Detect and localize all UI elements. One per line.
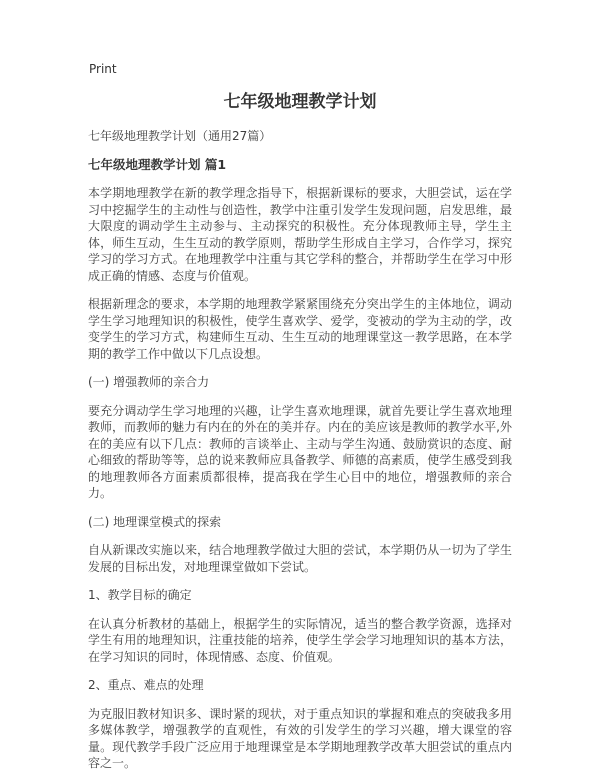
paragraph-intro-1: 本学期地理教学在新的教学理念指导下，根据新课标的要求，大胆尝试，运在学习中挖掘学生的主动性与创造性，教学中注重引发学生发现问题，启发思维，最大限度的调动学生主动参与、主动探究的积极性。充分体现教师主导，学生主体，师生互动，生生互动的教学原则，帮助学生形成自主学习，合作学习，探究学习的学习方式。在地理教学中注重与其它学科的整合，并帮助学生在学习中形成正确的情感、态度与价值观。 <box>88 186 512 283</box>
subheading-classroom-model: (二) 地理课堂模式的探索 <box>88 514 222 529</box>
paragraph-classroom-model: 自从新课改实施以来，结合地理教学做过大胆的尝试，本学期仍从一切为了学生发展的目标出发，对地理课堂做如下尝试。 <box>88 543 512 574</box>
paragraph-key-difficult-points: 为克服旧教材知识多、课时紧的现状，对于重点知识的掌握和难点的突破我多用多媒体教学，增强教学的直观性，有效的引发学生的学习兴趣，增大课堂的容量。现代教学手段广泛应用于地理课堂是本学期地理教学改革大胆尝试的重点内容之一。 <box>88 706 512 771</box>
doc-subtitle: 七年级地理教学计划（通用27篇） <box>88 129 272 144</box>
document-content <box>88 92 512 776</box>
subheading-teaching-goals: 1、教学目标的确定 <box>88 588 192 603</box>
paragraph-teaching-goals: 在认真分析教材的基础上，根据学生的实际情况，适当的整合教学资源，选择对学生有用的地理知识，注重技能的培养，使学生学会学习地理知识的基本方法，在学习知识的同时，体现情感、态度、价值观。 <box>88 616 512 664</box>
subheading-teacher-affinity: (一) 增强教师的亲合力 <box>88 375 210 390</box>
section-heading-part1: 七年级地理教学计划 篇1 <box>88 156 227 172</box>
subheading-key-difficult-points: 2、重点、难点的处理 <box>88 678 204 693</box>
paragraph-teacher-affinity: 要充分调动学生学习地理的兴趣，让学生喜欢地理课，就首先要让学生喜欢地理教师，而教师的魅力有内在的外在的美并存。内在的美应该是教师的教学水平,外在的美应有以下几点：教师的言谈举止、主动与学生沟通、鼓励赏识的态度、耐心细致的帮助等等，总的说来教师应具备教学、师德的高素质，使学生感受到我的地理教师各方面素质都很棒，提高我在学生心目中的地位，增强教师的亲合力。 <box>88 403 512 501</box>
page-title: 七年级地理教学计划 <box>223 92 377 112</box>
print-button[interactable]: Print <box>89 62 117 76</box>
paragraph-intro-2: 根据新理念的要求，本学期的地理教学紧紧围绕充分突出学生的主体地位，调动学生学习地理知识的积极性，使学生喜欢学、爱学，变被动的学为主动的学，改变学生的学习方式，构建师生互动、生生互动的地理课堂这一教学思路，在本学期的教学工作中做以下几点设想。 <box>88 297 512 361</box>
